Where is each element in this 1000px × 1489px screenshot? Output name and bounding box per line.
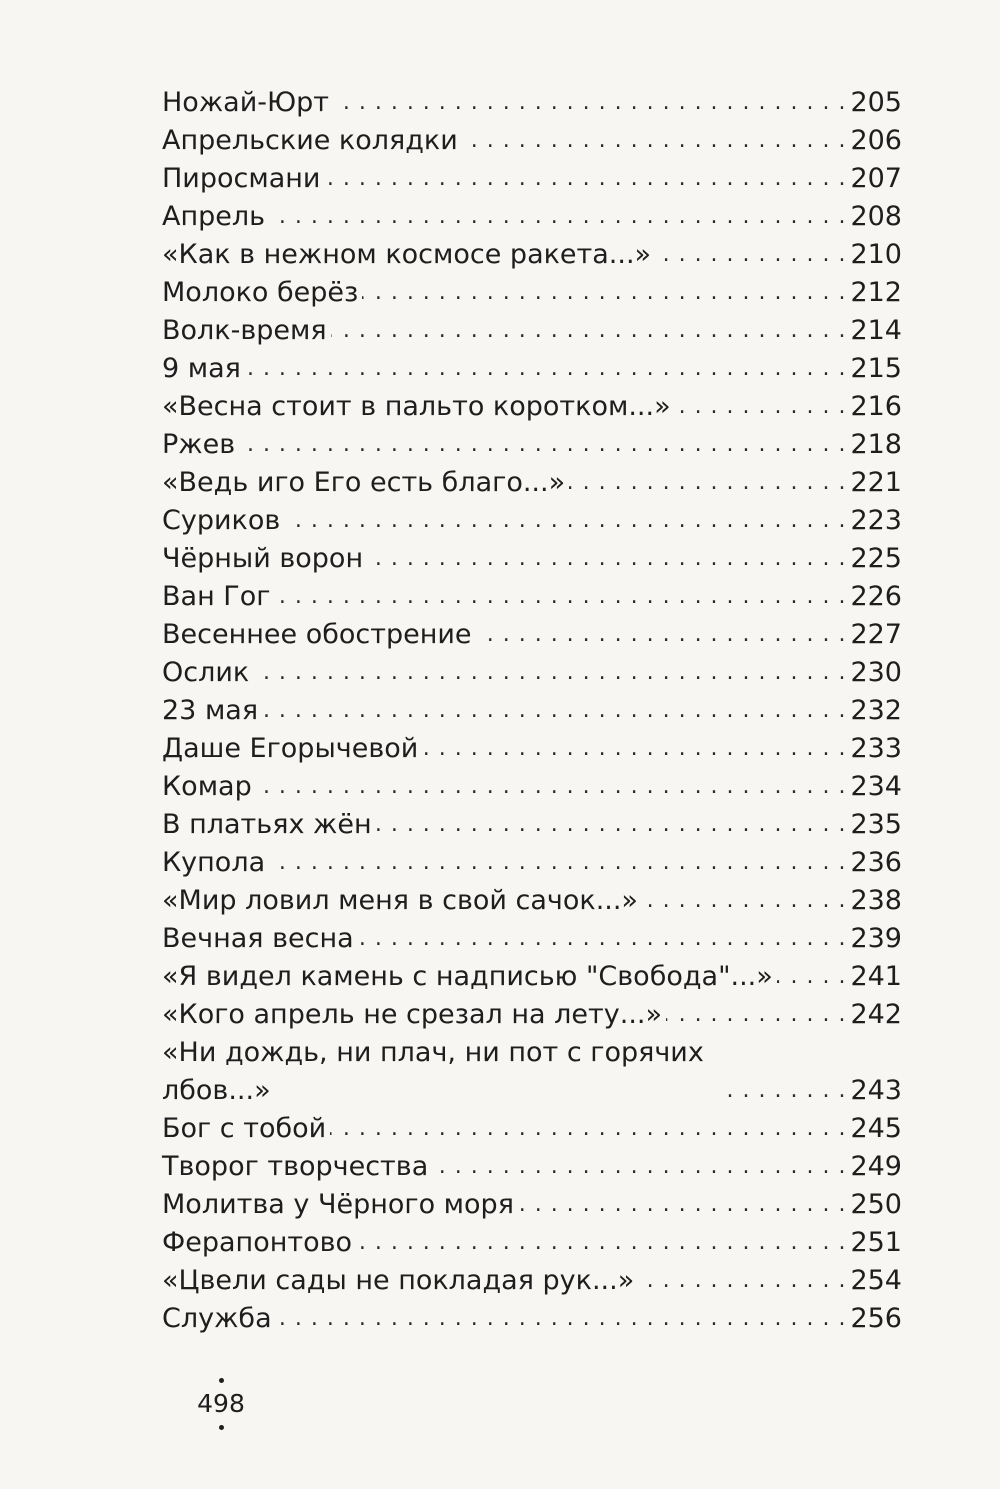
page-folio [196, 1378, 246, 1430]
dot-leader [675, 388, 847, 426]
toc-entry-page: 243 [850, 1075, 902, 1106]
toc-entry-title: Бог с тобой [162, 1113, 327, 1144]
dot-leader [284, 502, 846, 540]
toc-entry-title: Служба [162, 1303, 272, 1334]
dot-leader [274, 578, 846, 616]
toc-entry-title: Апрельские колядки [162, 125, 458, 156]
toc-entry[interactable] [162, 768, 902, 806]
toc-entry-page: 251 [850, 1227, 902, 1258]
toc-entry-page: 245 [850, 1113, 902, 1144]
toc-entry[interactable] [162, 540, 902, 578]
toc-entry-page: 216 [850, 391, 902, 422]
dot-leader [269, 198, 846, 236]
toc-entry[interactable] [162, 122, 902, 160]
toc-entry-title: Даше Егорычевой [162, 733, 419, 764]
dot-leader [239, 426, 846, 464]
dot-leader [358, 920, 847, 958]
dot-leader [777, 958, 847, 996]
dot-leader [324, 160, 846, 198]
toc-entry-page: 236 [850, 847, 902, 878]
dot-leader [262, 692, 846, 730]
toc-entry-page: 210 [850, 239, 902, 270]
dot-leader [642, 882, 846, 920]
toc-entry[interactable] [162, 844, 902, 882]
toc-entry-title: «Мир ловил меня в свой сачок...» [162, 885, 638, 916]
folio-dot-top [219, 1378, 224, 1383]
toc-entry[interactable] [162, 1148, 902, 1186]
toc-entry[interactable] [162, 426, 902, 464]
toc-entry-page: 235 [850, 809, 902, 840]
dot-leader [331, 312, 847, 350]
toc-entry[interactable] [162, 312, 902, 350]
toc-entry-title: Ножай-Юрт [162, 87, 329, 118]
toc-entry-title: Вечная весна [162, 923, 354, 954]
toc-entry-page: 230 [850, 657, 902, 688]
dot-leader [638, 1262, 846, 1300]
dot-leader [256, 768, 847, 806]
dot-leader [726, 1072, 846, 1110]
toc-entry-title: Комар [162, 771, 252, 802]
toc-entry-title: Молоко берёз [162, 277, 359, 308]
toc-entry-page: 227 [850, 619, 902, 650]
toc-entry[interactable] [162, 692, 902, 730]
toc-entry-title: Ослик [162, 657, 250, 688]
table-of-contents [162, 84, 902, 1338]
page-number: 498 [197, 1389, 245, 1418]
toc-entry-title: Купола [162, 847, 266, 878]
toc-entry-page: 254 [850, 1265, 902, 1296]
toc-entry[interactable] [162, 84, 902, 122]
toc-entry-page: 249 [850, 1151, 902, 1182]
toc-entry-title: 23 мая [162, 695, 259, 726]
toc-entry-title: Волк-время [162, 315, 327, 346]
toc-entry-page: 223 [850, 505, 902, 536]
toc-entry-page: 215 [850, 353, 902, 384]
toc-entry-title: Суриков [162, 505, 281, 536]
dot-leader [367, 540, 846, 578]
toc-entry[interactable] [162, 1034, 902, 1110]
toc-entry-page: 256 [850, 1303, 902, 1334]
dot-leader [422, 730, 846, 768]
toc-entry-page: 233 [850, 733, 902, 764]
toc-entry-title: «Я видел камень с надписью "Свобода"...» [162, 961, 773, 992]
toc-entry-page: 218 [850, 429, 902, 460]
toc-entry[interactable] [162, 274, 902, 312]
toc-entry-title: Ферапонтово [162, 1227, 353, 1258]
dot-leader [432, 1148, 846, 1186]
dot-leader [333, 84, 846, 122]
toc-entry-title: «Ни дождь, ни плач, ни пот с горячих лбов...» [162, 1037, 704, 1106]
toc-entry-page: 250 [850, 1189, 902, 1220]
dot-leader [462, 122, 847, 160]
toc-entry-page: 205 [850, 87, 902, 118]
toc-entry-page: 242 [850, 999, 902, 1030]
toc-entry[interactable] [162, 1300, 902, 1338]
dot-leader [330, 1110, 846, 1148]
toc-entry[interactable] [162, 1186, 902, 1224]
dot-leader [666, 996, 846, 1034]
toc-entry-page: 239 [850, 923, 902, 954]
toc-entry[interactable] [162, 654, 902, 692]
toc-entry-title: «Кого апрель не срезал на лету...» [162, 999, 663, 1030]
toc-entry[interactable] [162, 920, 902, 958]
toc-entry-page: 234 [850, 771, 902, 802]
dot-leader [362, 274, 846, 312]
toc-entry[interactable] [162, 1262, 902, 1300]
toc-entry-page: 226 [850, 581, 902, 612]
folio-dot-bottom [219, 1425, 224, 1430]
dot-leader [253, 654, 846, 692]
toc-entry-page: 241 [850, 961, 902, 992]
toc-entry-page: 207 [850, 163, 902, 194]
toc-entry-page: 206 [850, 125, 902, 156]
toc-entry[interactable] [162, 578, 902, 616]
toc-entry-title: Чёрный ворон [162, 543, 364, 574]
toc-entry-page: 225 [850, 543, 902, 574]
toc-entry[interactable] [162, 1110, 902, 1148]
dot-leader [269, 844, 846, 882]
dot-leader [476, 616, 847, 654]
toc-entry[interactable] [162, 388, 902, 426]
dot-leader [356, 1224, 846, 1262]
toc-entry-title: Весеннее обострение [162, 619, 472, 650]
toc-entry-title: Ржев [162, 429, 236, 460]
toc-entry-page: 221 [850, 467, 902, 498]
toc-entry-title: Ван Гог [162, 581, 271, 612]
toc-entry[interactable] [162, 616, 902, 654]
toc-entry-title: Апрель [162, 201, 266, 232]
toc-entry-page: 238 [850, 885, 902, 916]
toc-entry[interactable] [162, 502, 902, 540]
toc-entry-page: 212 [850, 277, 902, 308]
toc-entry[interactable] [162, 882, 902, 920]
toc-entry[interactable] [162, 806, 902, 844]
toc-entry-title: Пиросмани [162, 163, 321, 194]
toc-entry-page: 232 [850, 695, 902, 726]
dot-leader [655, 236, 846, 274]
dot-leader [518, 1186, 847, 1224]
toc-entry[interactable] [162, 1224, 902, 1262]
toc-entry-title: Творог творчества [162, 1151, 429, 1182]
toc-entry[interactable] [162, 464, 902, 502]
toc-entry[interactable] [162, 350, 902, 388]
toc-entry-title: «Весна стоит в пальто коротком...» [162, 391, 671, 422]
toc-entry-title: 9 мая [162, 353, 241, 384]
toc-entry[interactable] [162, 730, 902, 768]
toc-entry-title: «Ведь иго Его есть благо...» [162, 467, 566, 498]
dot-leader [376, 806, 847, 844]
toc-entry-title: Молитва у Чёрного моря [162, 1189, 514, 1220]
toc-entry[interactable] [162, 958, 902, 996]
dot-leader [276, 1300, 847, 1338]
toc-entry-title: «Цвели сады не покладая рук...» [162, 1265, 635, 1296]
toc-entry-page: 208 [850, 201, 902, 232]
toc-entry[interactable] [162, 996, 902, 1034]
toc-entry[interactable] [162, 236, 902, 274]
toc-entry[interactable] [162, 198, 902, 236]
toc-entry[interactable] [162, 160, 902, 198]
dot-leader [245, 350, 847, 388]
toc-entry-title: В платьях жён [162, 809, 372, 840]
toc-entry-page: 214 [850, 315, 902, 346]
dot-leader [569, 464, 846, 502]
toc-entry-title: «Как в нежном космосе ракета...» [162, 239, 652, 270]
